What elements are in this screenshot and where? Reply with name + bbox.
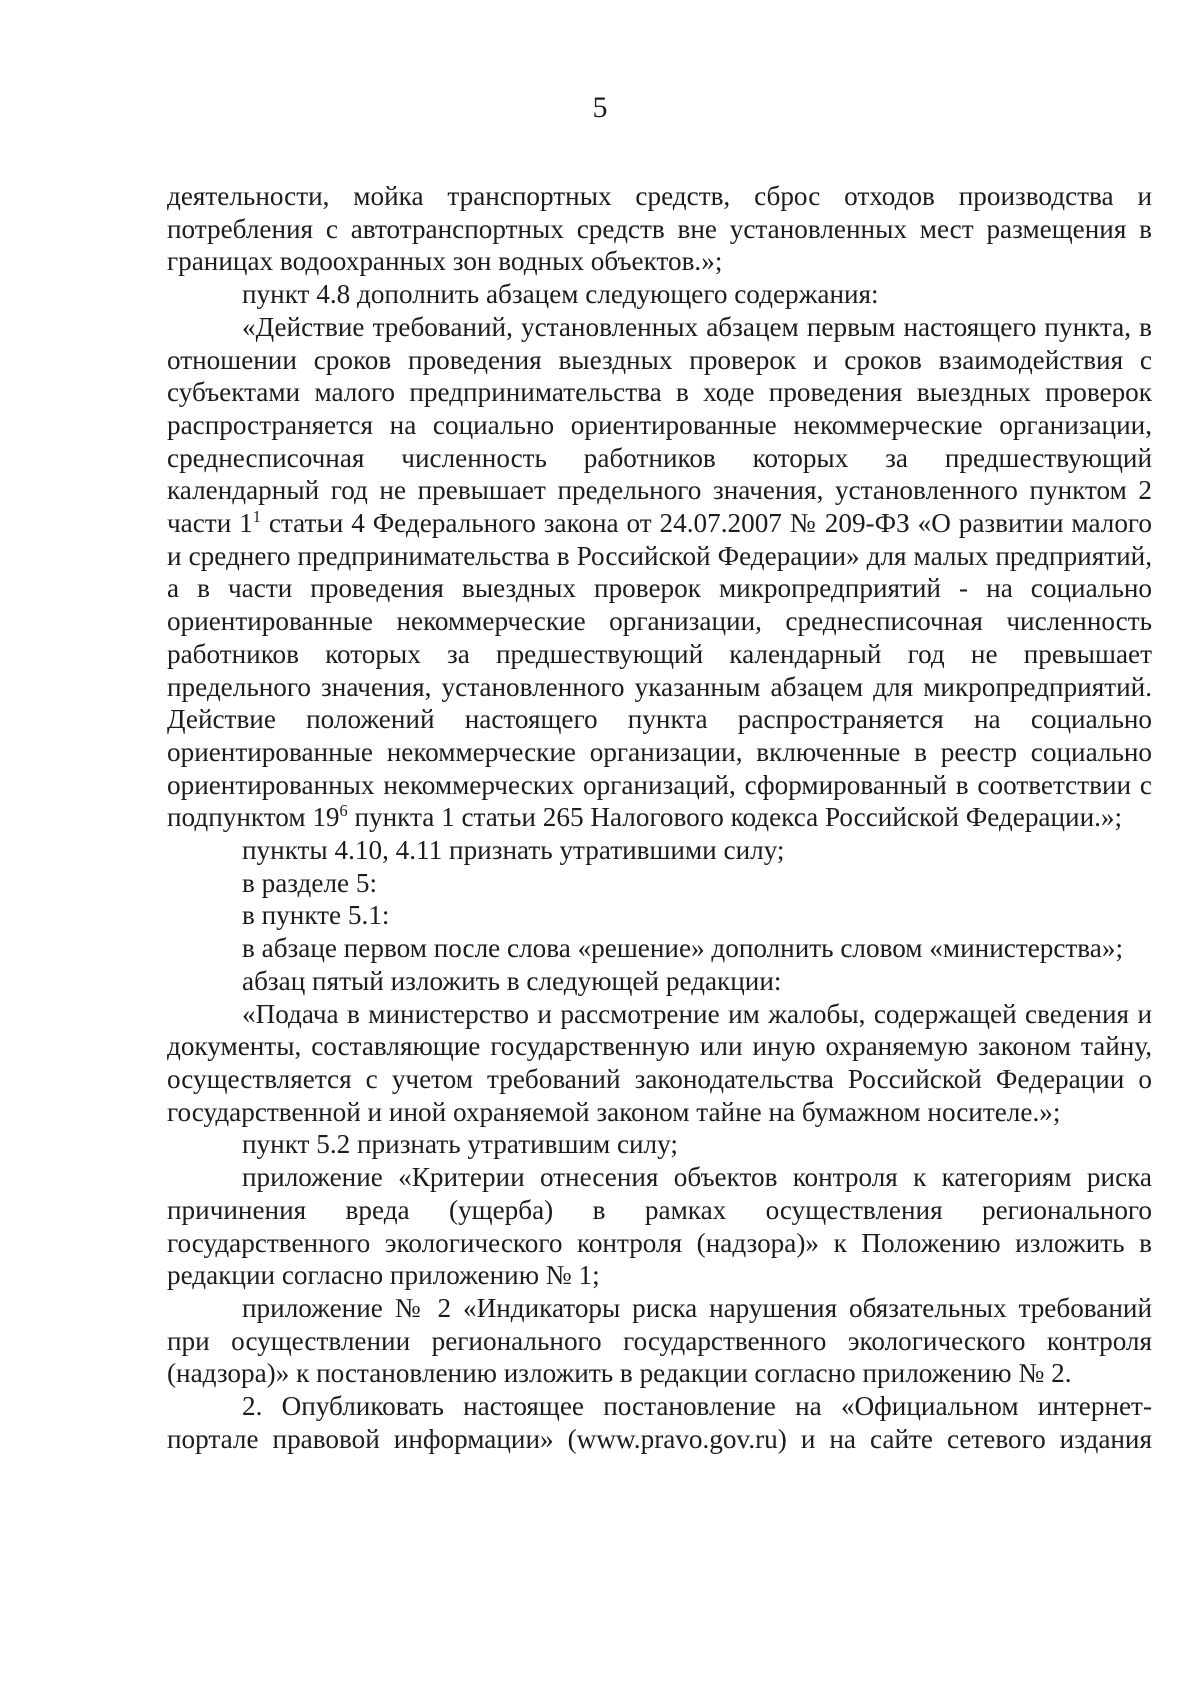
paragraph-text: «Действие требований, установленных абзацем первым настоящего пункта, в отношении сроков проведения выездных проверок и сроков взаимодействия с субъектами малого предпринимательства в ходе проведения выездных проверок распространяется на социально ориентированные некоммерческие организации, среднесписочная численность работников которых за предшествующий календарный год не превышает предельного значения, установленного пунктом 2 части 1	[167, 311, 1152, 539]
paragraph-text: «Подача в министерство и рассмотрение им жалобы, содержащей сведения и документы, составляющие государственную или иную охраняемую законом тайну, осуществляется с учетом требований законодательства Российской Федерации о государственной и иной охраняемой законом тайне на бумажном носителе.»;	[167, 998, 1152, 1127]
paragraph-text: в пункте 5.1:	[242, 900, 390, 931]
superscript: 1	[252, 506, 261, 526]
paragraph-repeal-4-10	[167, 834, 1152, 867]
paragraph-text: в разделе 5:	[242, 867, 378, 898]
superscript: 6	[339, 801, 348, 821]
paragraph-repeal-5-2	[167, 1128, 1152, 1161]
paragraph-text: пункт 4.8 дополнить абзацем следующего содержания:	[242, 279, 879, 310]
paragraph-appendix-2	[167, 1292, 1152, 1390]
document-body	[167, 180, 1152, 1455]
paragraph-continuation	[167, 180, 1152, 278]
paragraph-amend-4-8	[167, 278, 1152, 311]
paragraph-section-5	[167, 867, 1152, 900]
paragraph-text: пункт 5.2 признать утратившим силу;	[242, 1129, 678, 1160]
paragraph-fifth-abzac	[167, 965, 1152, 998]
paragraph-text: приложение «Критерии отнесения объектов контроля к категориям риска причинения вреда (ущерба) в рамках осуществления регионального государственного экологического контроля (надзора)» к Положению изложить в редакции согласно приложению № 1;	[167, 1162, 1152, 1291]
paragraph-text: приложение № 2 «Индикаторы риска нарушения обязательных требований при осуществлении регионального государственного экологического контроля (надзора)» к постановлению изложить в редакции согласно приложению № 2.	[167, 1292, 1152, 1389]
paragraph-item-5-1	[167, 899, 1152, 932]
paragraph-text: в абзаце первом после слова «решение» дополнить словом «министерства»;	[242, 933, 1124, 964]
paragraph-text: 2. Опубликовать настоящее постановление на «Официальном интернет-портале правовой информации» (www.pravo.gov.ru) и на сайте сетевого издания	[167, 1391, 1152, 1454]
paragraph-text: пункты 4.10, 4.11 признать утратившими силу;	[242, 835, 785, 866]
paragraph-text: пункта 1 статьи 265 Налогового кодекса Российской Федерации.»;	[347, 802, 1123, 833]
paragraph-text: статьи 4 Федерального закона от 24.07.2007 № 209-ФЗ «О развитии малого и среднего предпринимательства в Российской Федерации» для малых предприятий, а в части проведения выездных проверок микропредприятий - на социально ориентированные некоммерческие организации, среднесписочная численность работников которых за предшествующий календарный год не превышает предельного значения, установленного указанным абзацем для микропредприятий. Действие положений настоящего пункта распространяется на социально ориентированные некоммерческие организации, включенные в реестр социально ориентированных некоммерческих организаций, сформированный в соответствии с подпунктом 19	[167, 508, 1152, 833]
paragraph-appendix-1	[167, 1161, 1152, 1292]
paragraph-quoted-provision	[167, 311, 1152, 834]
paragraph-complaint	[167, 998, 1152, 1129]
page-number: 5	[592, 91, 608, 124]
paragraph-text: деятельности, мойка транспортных средств, сброс отходов производства и потребления с автотранспортных средств вне установленных мест размещения в границах водоохранных зон водных объектов.»;	[167, 181, 1152, 277]
paragraph-first-abzac	[167, 932, 1152, 965]
paragraph-text: абзац пятый изложить в следующей редакции:	[242, 965, 782, 996]
paragraph-publish	[167, 1390, 1152, 1455]
